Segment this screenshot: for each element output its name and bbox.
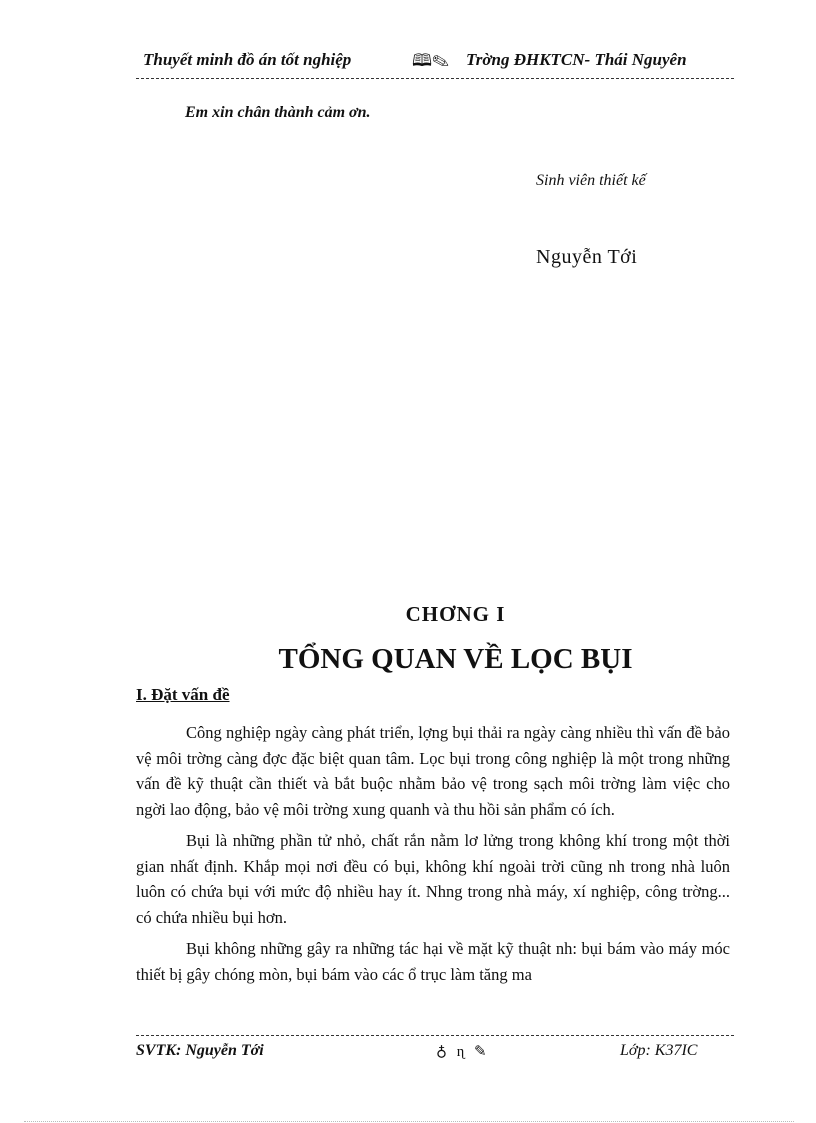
- section-heading: I. Đặt vấn đề: [136, 685, 230, 704]
- paragraph: Bụi là những phần tử nhỏ, chất rắn nằm lơ lửng trong không khí trong một thời gian nhất định. Khắp mọi nơi đều có bụi, không khí ngoài trời cũng nh trong nhà luôn luôn có chứa bụi với mức độ nhiều hay ít. Nhng trong nhà máy, xí nghiệp, công trờng... có chứa nhiều bụi hơn.: [136, 831, 730, 927]
- header-university: Trờng ĐHKTCN- Thái Nguyên: [466, 50, 687, 69]
- header-document-title: Thuyết minh đồ án tốt nghiệp: [143, 50, 352, 69]
- closing-thanks: Em xin chân thành cảm ơn.: [185, 104, 371, 121]
- footer-student: SVTK: Nguyễn Tới: [136, 1042, 264, 1059]
- book-pen-icon: 🕮✎: [412, 51, 450, 70]
- footer-class: Lớp: K37IC: [620, 1042, 698, 1059]
- footer-divider: [136, 1035, 734, 1036]
- header-divider: [136, 78, 734, 79]
- chapter-title: TỔNG QUAN VỀ LỌC BỤI: [278, 643, 633, 675]
- chapter-label: CHƠNG I: [405, 602, 506, 626]
- footer-ornament-icon: ♁ ɳ ✎: [436, 1044, 490, 1060]
- paragraph: Công nghiệp ngày càng phát triển, lợng bụi thải ra ngày càng nhiều thì vấn đề bảo vệ môi trờng càng đợc đặc biệt quan tâm. Lọc bụi trong công nghiệp là một trong những vấn đề kỹ thuật cần thiết và bắt buộc nhằm bảo vệ trong sạch môi trờng làm việc cho ngời lao động, bảo vệ môi trờng xung quanh và thu hồi sản phẩm có ích.: [136, 723, 730, 819]
- page-edge: [24, 1121, 794, 1122]
- body-text: [136, 720, 730, 993]
- signer-role: Sinh viên thiết kế: [536, 172, 646, 189]
- signer-name: Nguyễn Tới: [536, 246, 638, 268]
- paragraph: Bụi không những gây ra những tác hại về mặt kỹ thuật nh: bụi bám vào máy móc thiết bị gây chóng mòn, bụi bám vào các ổ trục làm tăng ma: [136, 939, 730, 984]
